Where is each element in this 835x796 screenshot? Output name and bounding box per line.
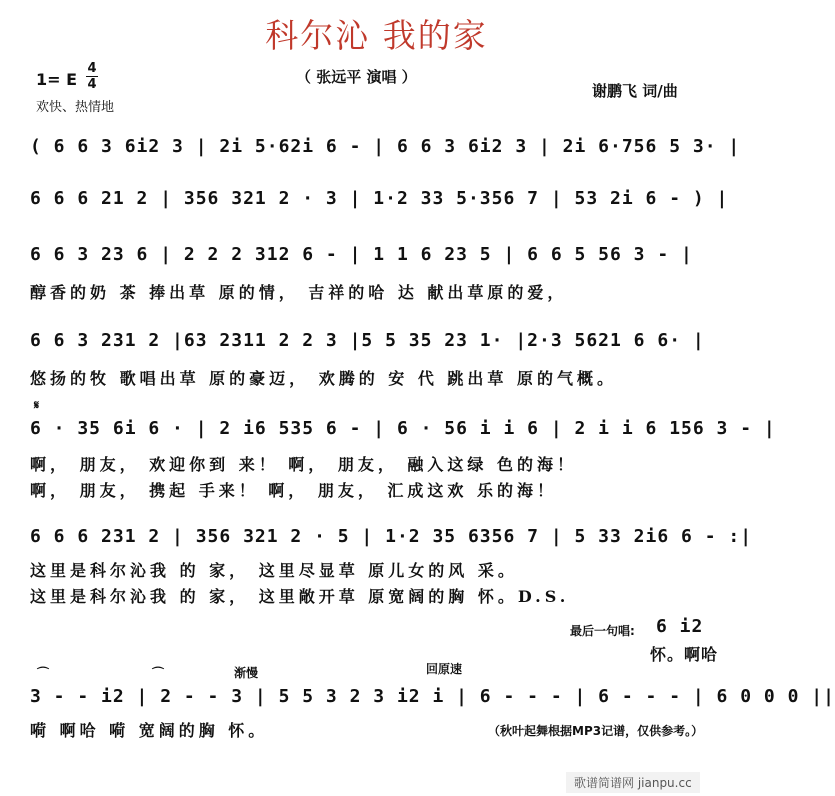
- song-title: 科尔沁 我的家: [265, 16, 488, 55]
- transcription-note: （秋叶起舞根据MP3记谱，仅供参考。）: [488, 724, 704, 738]
- performer: （ 张远平 演唱 ）: [296, 68, 417, 86]
- ritardando-marking: 渐慢: [234, 666, 259, 680]
- notation-row-3: 6 6 3 23 6 | 2 2 2 312 6 - | 1 1 6 23 5 | 6 6 5 56 3 - |: [30, 244, 693, 265]
- time-signature-bottom: 4: [87, 77, 97, 92]
- fermata-mark: ⌒: [152, 666, 165, 680]
- notation-row-7: 3 - - i2 | 2 - - 3 | 5 5 3 2 3 i2 i | 6 - - - | 6 - - - | 6 0 0 0 ||: [30, 686, 835, 707]
- last-phrase-label: 最后一句唱:: [570, 624, 635, 638]
- lyric-line: 嗬 啊哈 嗬 宽阔的胸 怀。: [30, 721, 269, 740]
- notation-row-5: 6 · 35 6i 6 · | 2 i6 535 6 - | 6 · 56 i i 6 | 2 i i 6 156 3 - |: [30, 418, 776, 439]
- notation-row-4: 6 6 3 231 2 |63 2311 2 2 3 |5 5 35 23 1· |2·3 5621 6 6· |: [30, 330, 705, 351]
- lyric-line: 这里是科尔沁我 的 家， 这里尽显草 原儿女的风 采。: [30, 561, 518, 580]
- lyric-line: 啊， 朋友， 欢迎你到 来！ 啊， 朋友， 融入这绿 色的海！: [30, 455, 577, 474]
- tempo-marking: 欢快、热情地: [36, 100, 115, 115]
- site-watermark: 歌谱简谱网 jianpu.cc: [566, 772, 700, 793]
- last-phrase-notes: 6 i2: [656, 616, 704, 637]
- fermata-mark: ⌒: [37, 666, 50, 680]
- notation-row-2: 6 6 6 21 2 | 356 321 2 · 3 | 1·2 33 5·356 7 | 53 2i 6 - ) |: [30, 188, 729, 209]
- lyric-line: 啊， 朋友， 携起 手来！ 啊， 朋友， 汇成这欢 乐的海！: [30, 481, 557, 500]
- lyric-line: 悠扬的牧 歌唱出草 原的豪迈， 欢腾的 安 代 跳出草 原的气概。: [30, 369, 617, 388]
- composer: 谢鹏飞 词/曲: [592, 82, 678, 100]
- time-signature: [86, 62, 98, 91]
- segno-mark: 𝄋: [34, 398, 40, 412]
- lyric-line: 这里是科尔沁我 的 家， 这里敞开草 原宽阔的胸 怀。D.S.: [30, 587, 570, 606]
- last-phrase-lyric: 怀。啊哈: [650, 645, 719, 664]
- notation-row-1: ( 6 6 3 6i2 3 | 2i 5·62i 6 - | 6 6 3 6i2 3 | 2i 6·756 5 3· |: [30, 136, 741, 157]
- time-signature-top: 4: [87, 61, 97, 76]
- key-signature: 1= E: [36, 70, 78, 89]
- notation-row-6: 6 6 6 231 2 | 356 321 2 · 5 | 1·2 35 6356 7 | 5 33 2i6 6 - :|: [30, 526, 753, 547]
- a-tempo-marking: 回原速: [426, 662, 463, 676]
- lyric-line: 醇香的奶 茶 捧出草 原的情， 吉祥的哈 达 献出草原的爱，: [30, 283, 568, 302]
